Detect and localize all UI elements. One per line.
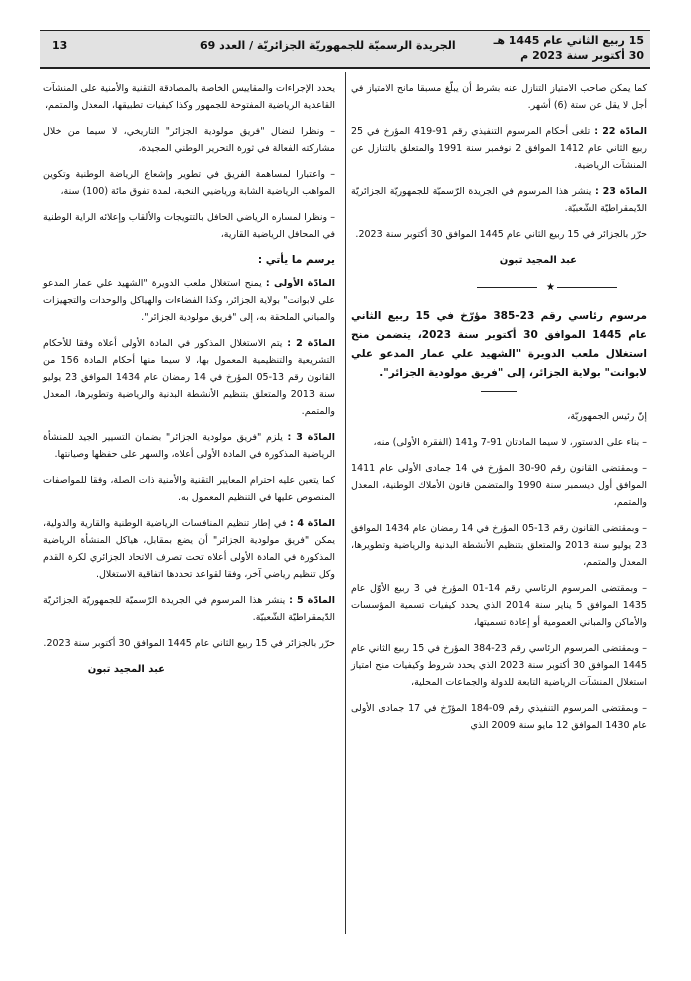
decree-heading: يرسم ما يأتي : — [257, 254, 335, 266]
article-text: تلغى أحكام المرسوم التنفيذي رقم 91-419 المؤرخ في 25 ربيع الثاني عام 1412 الموافق 2 نوفمبر سنة 1991 والمتعلق بالتنازل عن المنشآت الرياضية. — [351, 126, 647, 171]
article-1 — [43, 275, 335, 326]
visa-item: – وبمقتضى المرسوم الرئاسي رقم 14-01 المؤرخ في 3 ربيع الأوّل عام 1435 الموافق 5 يناير سنة 2014 الذي يحدد كيفيات تسمية المؤسسات والأماكن والمباني العمومية أو إعادة تسميتها، — [351, 583, 647, 628]
article-label: المادّة 4 : — [289, 518, 335, 529]
article-5 — [43, 592, 335, 626]
article-text: ينشر هذا المرسوم في الجريدة الرّسميّة للجمهوريّة الجزائريّة الدّيمقراطيّة الشّعبيّة. — [351, 186, 647, 214]
article-label: المادّة الأولى : — [265, 278, 335, 289]
visa-item: – وبمقتضى القانون رقم 90-30 المؤرخ في 14 جمادى الأولى عام 1411 الموافق أول ديسمبر سنة 1990 والمتضمن قانون الأملاك الوطنية، المعدل والمتمم، — [351, 463, 647, 508]
signature: عبد المجيد تبون — [87, 664, 165, 675]
article-3 — [43, 429, 335, 463]
article-text: يتم الاستغلال المذكور في المادة الأولى أعلاه وفقا للأحكام التشريعية والتنظيمية المعمول بها، لا سيما منها أحكام المادة 156 من القانون رقم 13-05 المؤرخ في 14 رمضان عام 1434 الموافق 23 يوليو سنة 2013 والمتعلق بتنظيم الأنشطة البدنية والرياضية وتطويرها، المعدل والمتمم. — [43, 338, 335, 417]
visa-item: – وبمقتضى القانون رقم 13-05 المؤرخ في 14 رمضان عام 1434 الموافق 23 يوليو سنة 2013 والمتعلق بتنظيم الأنشطة البدنية والرياضية وتطويرها، المعدل والمتمم، — [351, 523, 647, 568]
paragraph: كما يمكن صاحب الامتياز التنازل عنه بشرط أن يبلّغ مسبقا مانح الامتياز في أجل لا يقل عن ستة (6) أشهر. — [351, 83, 647, 111]
star-icon: ★ — [546, 282, 555, 293]
article-23 — [351, 183, 647, 217]
article-4 — [43, 515, 335, 583]
visa-item: – بناء على الدستور، لا سيما المادتان 91-7 و141 (الفقرة الأولى) منه، — [373, 437, 647, 448]
paragraph: – واعتبارا لمساهمة الفريق في تطوير وإشعاع الرياضة الوطنية وتكوين المواهب الرياضية الشابة ورياضيي النخبة، لمدة تفوق مائة (100) سنة، — [43, 169, 335, 197]
left-column — [43, 80, 335, 688]
done-at: حرّر بالجزائر في 15 ربيع الثاني عام 1445 الموافق 30 أكتوبر سنة 2023. — [43, 638, 335, 649]
article-label: المادّة 3 : — [287, 432, 336, 443]
article-text: يلزم "فريق مولودية الجزائر" بضمان التسيير الجيد للمنشأة الرياضية المذكورة في المادة الأولى أعلاه، والسهر على حفظها وصيانتها. — [43, 432, 335, 460]
header-title: الجريدة الرسميّة للجمهوريّة الجزائريّة / العدد 69 — [200, 39, 456, 52]
column-divider — [345, 72, 346, 934]
paragraph: – ونظرا لمساره الرياضي الحافل بالتتويجات والألقاب وإعلائه الراية الوطنية في المحافل الرياضية القارية، — [43, 212, 335, 240]
page-header — [40, 30, 650, 69]
article-label: المادّة 23 : — [595, 186, 647, 197]
president-intro: إنّ رئيس الجمهوريّة، — [567, 411, 647, 422]
article-label: المادّة 2 : — [287, 338, 335, 349]
page-number: 13 — [52, 39, 68, 52]
paragraph: كما يتعين عليه احترام المعايير التقنية والأمنية ذات الصلة، وفقا للمواصفات المنصوص عليها في التنظيم المعمول به. — [43, 475, 335, 503]
article-2 — [43, 335, 335, 420]
divider-line — [557, 287, 617, 288]
decree-title: مرسوم رئاسي رقم 23-385 مؤرّخ في 15 ربيع الثاني عام 1445 الموافق 30 أكتوبر سنة 2023، يتضمن منح استغلال ملعب الدويرة "الشهيد علي عمار المدعو علي لابوانت" بولاية الجزائر، إلى "فريق مولودية الجزائر". — [351, 310, 648, 379]
right-column — [351, 80, 647, 743]
article-text: يمنح استغلال ملعب الدويرة "الشهيد علي عمار المدعو علي لابوانت" بولاية الجزائر، وكذا الفضاءات والهياكل والوحدات والتجهيزات والمباني الملحقة به، إلى "فريق مولودية الجزائر". — [43, 278, 335, 323]
paragraph: – ونظرا لنضال "فريق مولودية الجزائر" التاريخي، لا سيما من خلال مشاركته الفعالة في ثورة التحرير الوطني المجيدة، — [43, 126, 335, 154]
header-date-hijri: 15 ربيع الثاني عام 1445 هـ — [493, 34, 644, 47]
header-date — [494, 33, 644, 63]
visa-item: – وبمقتضى المرسوم الرئاسي رقم 23-384 المؤرخ في 15 ربيع الثاني عام 1445 الموافق 30 أكتوبر سنة 2023 الذي يحدد شروط وكيفيات منح امتياز استغلال المنشآت الرياضية التابعة للدولة والجماعات المحلية، — [351, 643, 647, 688]
article-text: ينشر هذا المرسوم في الجريدة الرّسميّة للجمهوريّة الجزائريّة الدّيمقراطيّة الشّعبيّة. — [43, 595, 335, 623]
article-22 — [351, 123, 647, 174]
article-label: المادّة 5 : — [289, 595, 335, 606]
short-divider — [481, 391, 517, 392]
header-date-gregorian: 30 أكتوبر سنة 2023 م — [520, 49, 644, 62]
done-at: حرّر بالجزائر في 15 ربيع الثاني عام 1445 الموافق 30 أكتوبر سنة 2023. — [355, 229, 647, 240]
signature: عبد المجيد تبون — [499, 255, 577, 266]
divider-line — [477, 287, 537, 288]
paragraph: يحدد الإجراءات والمقاييس الخاصة بالمصادقة التقنية والأمنية على المنشآت القاعدية الرياضية المفتوحة للجمهور وكذا كيفيات تطبيقها، المعدل والمتمم، — [43, 83, 335, 111]
article-text: في إطار تنظيم المنافسات الرياضية الوطنية والقارية والدولية، يمكن "فريق مولودية الجزائر" أن يضع بمقابل، هياكل المنشأة الرياضية المذكورة في المادة الأولى أعلاه تحت تصرف الاتحاد الجزائري لكرة القدم وكل تنظيم رياضي آخر، وفقا لقواعد تحددها اتفاقية الاستغلال. — [43, 518, 335, 580]
article-label: المادّة 22 : — [594, 126, 647, 137]
section-divider — [351, 279, 647, 297]
visa-item: – وبمقتضى المرسوم التنفيذي رقم 09-184 المؤرّخ في 17 جمادى الأولى عام 1430 الموافق 12 مايو سنة 2009 الذي — [351, 703, 647, 731]
